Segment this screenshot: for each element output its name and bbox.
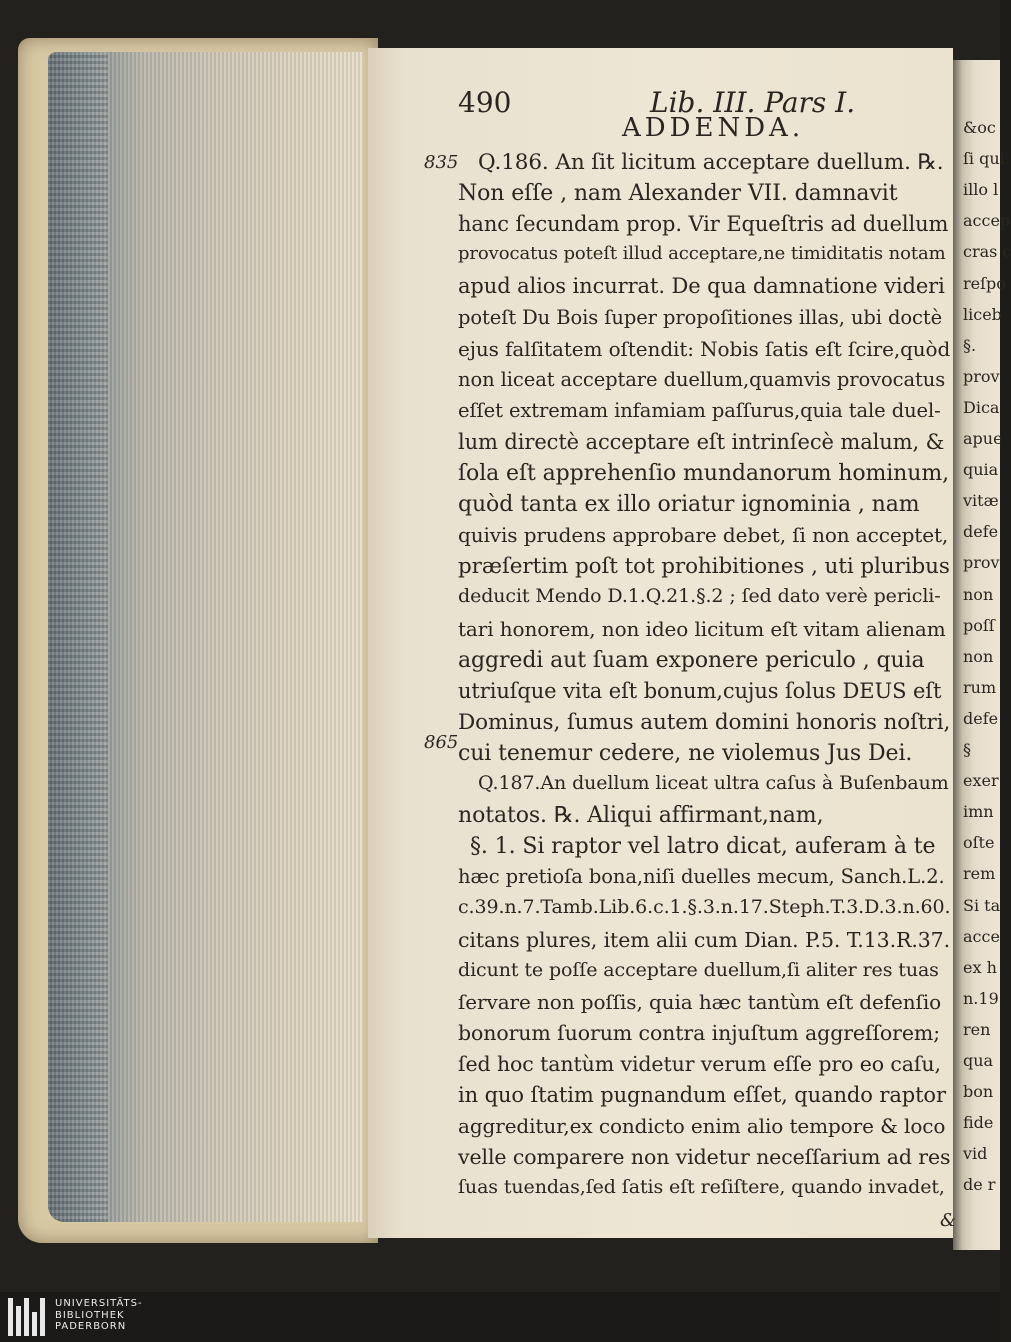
text-line: citans plures, item alii cum Dian. P.5. T.13.R.37. — [458, 928, 951, 952]
library-logo-icon — [8, 1298, 48, 1336]
facing-page-fragment: §. — [963, 336, 977, 355]
facing-page-fragment: vid — [963, 1144, 988, 1163]
text-line: hæc pretioſa bona,niſi duelles mecum, Sanch.L.2. — [458, 865, 945, 888]
text-line: Dominus, ſumus autem domini honoris noſtri, — [458, 710, 951, 735]
text-line: §. 1. Si raptor vel latro dicat, auferam à te — [470, 834, 936, 859]
facing-page-fragment: n.19 — [963, 989, 999, 1008]
facing-page-fragment: defe — [963, 709, 999, 728]
text-line: in quo ſtatim pugnandum eſſet, quando raptor — [458, 1083, 946, 1107]
text-line: velle comparere non videtur neceſſarium ad res — [458, 1145, 951, 1169]
text-line: cui tenemur cedere, ne violemus Jus Dei. — [458, 741, 913, 766]
page-number: 490 — [458, 86, 512, 119]
text-line: ſervare non poſſis, quia hæc tantùm eſt defenſio — [458, 990, 942, 1014]
catchword: & — [940, 1210, 957, 1231]
text-line: poteſt Du Bois ſuper propoſitiones illas, ubi doctè — [458, 306, 943, 329]
text-line: c.39.n.7.Tamb.Lib.6.c.1.§.3.n.17.Steph.T.3.D.3.n.60. — [458, 896, 951, 918]
facing-page-fragment: bon — [963, 1082, 994, 1101]
facing-page-fragment: vitæ — [963, 491, 999, 510]
text-line: aggreditur,ex condicto enim alio tempore & loco — [458, 1114, 946, 1138]
text-line: notatos. ℞. Aliqui affirmant,nam, — [458, 803, 824, 828]
text-line: non liceat acceptare duellum,quamvis provocatus — [458, 368, 946, 391]
library-footer — [0, 1292, 1000, 1342]
margin-number: 835 — [424, 152, 459, 173]
facing-page-fragment: non — [963, 585, 994, 604]
facing-page-fragment: oſte — [963, 833, 995, 852]
text-line: ſuas tuendas,ſed ſatis eſt reſiſtere, quando invadet, — [458, 1176, 945, 1198]
facing-page-fragment: acce — [963, 927, 1000, 946]
library-name — [55, 1298, 143, 1333]
facing-page-fragment: rem — [963, 864, 996, 883]
facing-page-fragment: ren — [963, 1020, 991, 1039]
facing-page-fragment: poſſ — [963, 616, 995, 635]
text-line: ejus falſitatem oſtendit: Nobis ſatis eſt ſcire,quòd — [458, 337, 951, 361]
text-line: quòd tanta ex illo oriatur ignominia , nam — [458, 492, 920, 517]
text-line: Non eſſe , nam Alexander VII. damnavit — [458, 181, 898, 206]
facing-page-fragment: de r — [963, 1175, 996, 1194]
text-line: lum directè acceptare eſt intrinſecè malum, & — [458, 430, 945, 454]
text-line: Q.186. An ſit licitum acceptare duellum. ℞. — [478, 150, 944, 175]
text-line: aggredi aut ſuam exponere periculo , quia — [458, 648, 925, 673]
text-line: præſertim poſt tot prohibitiones , uti pluribus — [458, 554, 950, 579]
facing-page-fragment: qua — [963, 1051, 994, 1070]
facing-page-fragment: defe — [963, 522, 999, 541]
library-name-line: PADERBORN — [55, 1321, 127, 1332]
text-line: ſed hoc tantùm videtur verum eſſe pro eo caſu, — [458, 1052, 941, 1076]
text-line: hanc ſecundam prop. Vir Equeſtris ad duellum — [458, 212, 949, 236]
facing-page-fragment: quia — [963, 460, 999, 479]
facing-page-fragment: exer — [963, 771, 999, 790]
facing-page-fragment: cras c — [963, 242, 1011, 261]
text-line: dicunt te poſſe acceptare duellum,ſi aliter res tuas — [458, 959, 939, 981]
text-line: provocatus poteſt illud acceptare,ne timiditatis notam — [458, 243, 946, 264]
text-line: tari honorem, non ideo licitum eſt vitam alienam — [458, 617, 946, 641]
facing-page-fragment: accep — [963, 211, 1011, 230]
facing-page-fragment: non — [963, 647, 994, 666]
facing-page-fragment: illo l — [963, 180, 999, 199]
text-line: Q.187.An duellum liceat ultra caſus à Buſenbaum — [478, 772, 949, 794]
facing-page-fragment: Dica — [963, 398, 1000, 417]
page-block-edge — [48, 52, 363, 1222]
text-line: deducit Mendo D.1.Q.21.§.2 ; ſed dato verè pericli- — [458, 585, 941, 607]
library-name-line: UNIVERSITÄTS- — [55, 1298, 143, 1309]
facing-page-edge — [953, 60, 1011, 1250]
facing-page-fragment: ex h — [963, 958, 997, 977]
facing-page-fragment: fide — [963, 1113, 994, 1132]
text-line: utriuſque vita eſt bonum,cujus ſolus DEUS eſt — [458, 679, 942, 703]
facing-page-fragment: prov — [963, 367, 1000, 386]
running-head: Lib. III. Pars I. — [650, 86, 856, 119]
facing-page-fragment: &oc — [963, 118, 996, 137]
facing-page-fragment: reſpo — [963, 274, 1006, 293]
facing-page-fragment: § — [963, 740, 971, 759]
facing-page-fragment: apue — [963, 429, 1003, 448]
facing-page-fragment: liceb — [963, 305, 1002, 324]
text-line: ſola eſt apprehenſio mundanorum hominum, — [458, 461, 949, 486]
text-line: bonorum ſuorum contra injuſtum aggreſſorem; — [458, 1021, 941, 1045]
facing-page-fragment: prov — [963, 553, 1000, 572]
facing-page-fragment: ſi qui — [963, 149, 1005, 168]
facing-page-fragment: rum — [963, 678, 997, 697]
text-line: apud alios incurrat. De qua damnatione videri — [458, 274, 945, 298]
margin-number: 865 — [424, 732, 459, 753]
text-line: quivis prudens approbare debet, ſi non acceptet, — [458, 523, 949, 547]
facing-page-fragment: Si ta — [963, 896, 1001, 915]
section-title: ADDENDA. — [622, 113, 805, 143]
library-name-line: BIBLIOTHEK — [55, 1309, 125, 1321]
text-line: eſſet extremam infamiam paſſurus,quia tale duel- — [458, 399, 941, 422]
facing-page-fragment: imn — [963, 802, 994, 821]
